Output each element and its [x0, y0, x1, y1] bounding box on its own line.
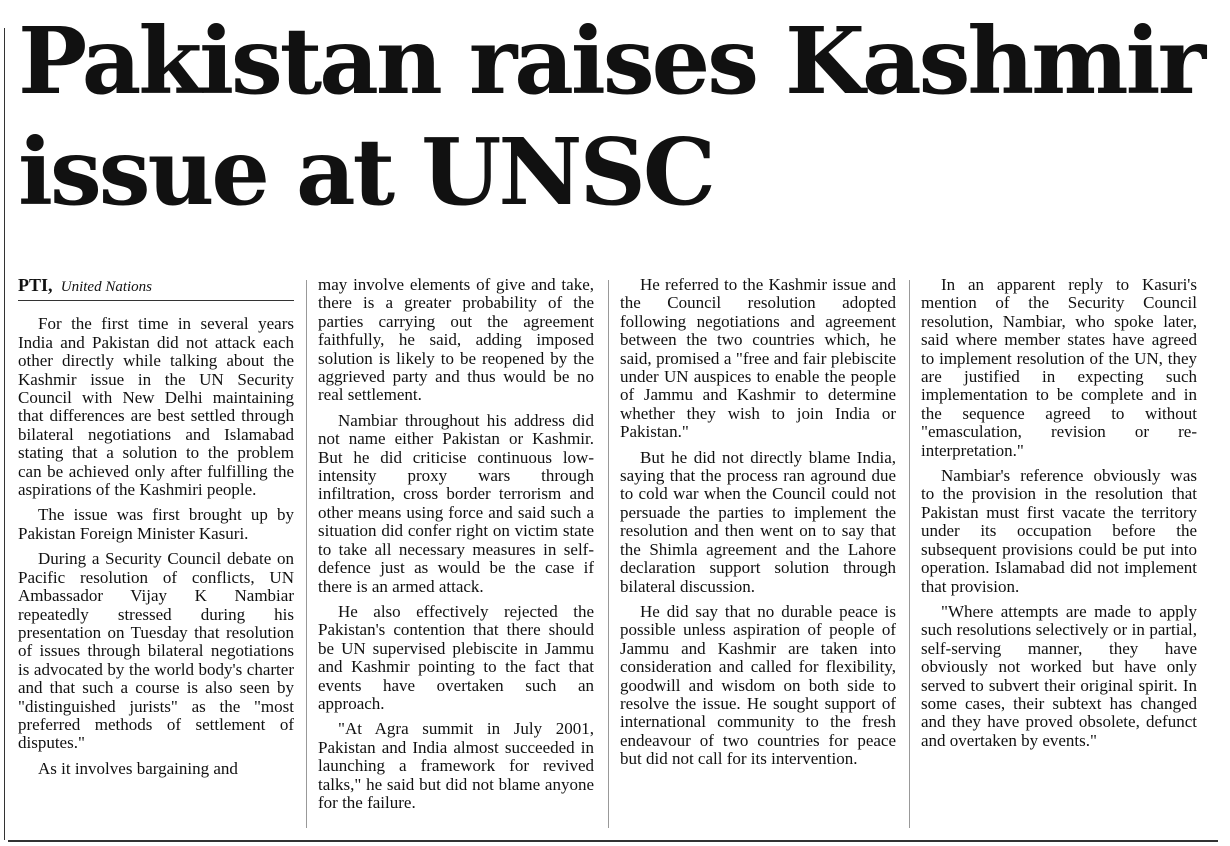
paragraph: "Where attempts are made to apply such resolutions selectively or in partial, self-serving manner, they have obviously not worked but have only served to subvert their original spirit. In some cases, their subtext has changed and they have proved obsolete, defunct and overtaken by events." [921, 601, 1197, 750]
byline-dateline: United Nations [60, 279, 153, 295]
paragraph: Nambiar throughout his address did not name either Pakistan or Kashmir. But he did criticise continuous low-intensity proxy wars through infiltration, cross border terrorism and other means using force and said such a situation did confer right on victim state to take all necessary measures in self-defence just as would be the case if there is an armed attack. [318, 410, 594, 596]
article-column-1 [18, 276, 294, 836]
paragraph: Nambiar's reference obviously was to the provision in the resolution that Pakistan must first vacate the territory under its occupation before the subsequent provisions could be put into operation. Islamabad did not implement that provision. [921, 466, 1197, 596]
column-divider [608, 280, 609, 828]
headline-line-2: issue at UNSC [18, 118, 714, 226]
paragraph: The issue was first brought up by Pakistan Foreign Minister Kasuri. [18, 505, 294, 543]
byline-agency: PTI [18, 276, 49, 295]
column-divider [909, 280, 910, 828]
headline-line-1: Pakistan raises Kashmir [18, 7, 1204, 115]
paragraph: He did say that no durable peace is possible unless aspiration of people of Jammu and Kashmir are taken into consideration and called for flexibility, goodwill and wisdom on both side to resolve the issue. He sought support of international community to the fresh endeavour of two countries for peace but did not call for its intervention. [620, 601, 896, 769]
paragraph: "At Agra summit in July 2001, Pakistan and India almost succeeded in launching a framework for revived talks," he said but did not blame anyone for the failure. [318, 719, 594, 812]
paragraph-continued: may involve elements of give and take, there is a greater probability of the parties carrying out the agreement faithfully, he said, adding imposed solution is likely to be reopened by the aggrieved party and thus would be no real settlement. [318, 276, 594, 405]
article-column-3 [620, 276, 896, 836]
paragraph: For the first time in several years India and Pakistan did not attack each other directly while talking about the Kashmir issue in the UN Security Council with New Delhi maintaining that differences are best settled through bilateral negotiations and Islamabad stating that a solution to the problem can be achieved only after fulfilling the aspirations of the Kashmiri people. [18, 314, 294, 500]
paragraph: He referred to the Kashmir issue and the Council resolution adopted following negotiations and agreement between the two countries which, he said, promised a "free and fair plebiscite under UN auspices to enable the people of Jammu and Kashmir to determine whether they wish to join India or Pakistan." [620, 276, 896, 442]
article-column-4 [921, 276, 1197, 836]
paragraph: During a Security Council debate on Pacific resolution of conflicts, UN Ambassador Vijay K Nambiar repeatedly stressed during his presentation on Tuesday that resolution of issues through bilateral negotiations is advocated by the world body's charter and that such a course is also seen by "distinguished jurists" as the "most preferred methods of settlement of disputes." [18, 549, 294, 753]
left-border-rule [4, 28, 5, 840]
column-divider [306, 280, 307, 828]
paragraph: As it involves bargaining and [38, 758, 238, 778]
article-column-2 [318, 276, 594, 836]
bottom-border-rule [8, 840, 1218, 842]
paragraph: He also effectively rejected the Pakistan's contention that there should be UN supervised plebiscite in Jammu and Kashmir pointing to the fact that events have overtaken such an approach. [318, 601, 594, 713]
byline-separator: , [48, 276, 53, 295]
headline [18, 6, 1218, 228]
paragraph: In an apparent reply to Kasuri's mention of the Security Council resolution, Nambiar, who spoke later, said where member states have agreed to implement resolution of the UN, they are justified in expecting such implementation to be complete and in the sequence agreed to without "emasculation, revision or re-interpretation." [921, 276, 1197, 460]
paragraph: But he did not directly blame India, saying that the process ran aground due to cold war when the Council could not persuade the parties to implement the resolution and then went on to say that the Shimla agreement and the Lahore declaration support solution through bilateral discussion. [620, 447, 896, 596]
byline [18, 276, 294, 301]
